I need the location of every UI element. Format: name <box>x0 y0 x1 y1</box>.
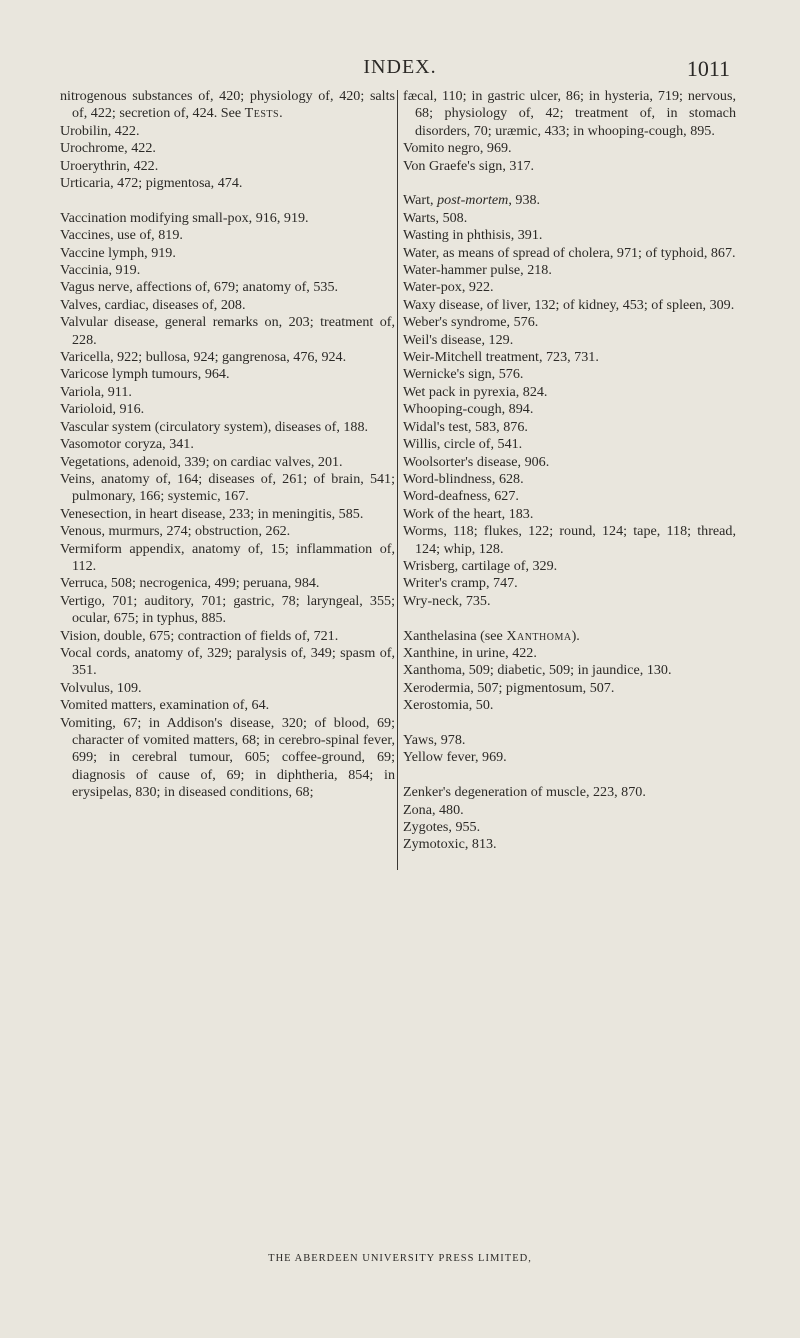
entry-text: Vaccinia, 919. <box>60 262 141 279</box>
index-entry <box>403 384 736 401</box>
entry-text: Venous, murmurs, 274; obstruction, 262. <box>60 523 291 540</box>
entry-text: Valves, cardiac, diseases of, 208. <box>60 296 246 313</box>
index-entry <box>60 436 395 453</box>
entry-text: Urobilin, 422. <box>60 122 140 139</box>
entry-text: nitrogenous substances of, 420; physiology of, 420; salts of, 422; secretion of, 424. See <box>60 88 395 122</box>
cross-reference: Tests <box>244 105 280 122</box>
index-entry <box>403 88 736 140</box>
entry-text: Water-hammer pulse, 218. <box>403 262 552 279</box>
entry-text: Woolsorter's disease, 906. <box>403 453 550 470</box>
index-entry <box>403 471 736 488</box>
entry-text: Willis, circle of, 541. <box>403 436 523 453</box>
entry-text: Vagus nerve, affections of, 679; anatomy of, 535. <box>60 279 339 296</box>
index-entry <box>403 401 736 418</box>
index-entry <box>403 436 736 453</box>
section-gap <box>403 715 736 732</box>
index-entry <box>60 210 395 227</box>
entry-text: Zygotes, 955. <box>403 819 481 835</box>
index-entry <box>403 593 736 610</box>
index-entry <box>403 802 736 819</box>
entry-text: Vision, double, 675; contraction of fields of, 721. <box>60 627 339 644</box>
index-entry <box>60 279 395 296</box>
index-entry <box>60 593 395 628</box>
index-entry <box>403 784 736 801</box>
entry-text: Vomited matters, examination of, 64. <box>60 697 270 714</box>
index-entry <box>60 697 395 714</box>
section-gap <box>403 767 736 784</box>
entry-text: Whooping-cough, 894. <box>403 401 534 418</box>
index-entry <box>403 836 736 853</box>
entry-text: Warts, 508. <box>403 209 468 226</box>
running-header <box>60 56 740 84</box>
index-entry <box>403 227 736 244</box>
index-entry <box>403 454 736 471</box>
index-entry <box>60 628 395 645</box>
index-entry <box>403 349 736 366</box>
entry-text: Writer's cramp, 747. <box>403 575 518 592</box>
index-entry <box>403 488 736 505</box>
index-entry <box>403 749 736 766</box>
entry-text: Vermiform appendix, anatomy of, 15; inflammation of, 112. <box>60 540 395 574</box>
index-entry <box>60 384 395 401</box>
entry-text: Water-pox, 922. <box>403 279 494 296</box>
index-entry <box>403 732 736 749</box>
index-entry <box>60 123 395 140</box>
entry-text: Wet pack in pyrexia, 824. <box>403 383 548 400</box>
index-entry <box>403 262 736 279</box>
entry-text: Water, as means of spread of cholera, 971; of typhoid, 867. <box>403 244 736 261</box>
italic-term: post-mortem <box>437 192 509 209</box>
index-entry <box>60 349 395 366</box>
entry-text: Verruca, 508; necrogenica, 499; peruana, 984. <box>60 575 320 592</box>
entry-text: Vocal cords, anatomy of, 329; paralysis of, 349; spasm of, 351. <box>60 644 395 679</box>
entry-text: Xerostomia, 50. <box>403 697 494 714</box>
entry-text: Wasting in phthisis, 391. <box>403 227 543 244</box>
index-entry <box>403 697 736 714</box>
entry-text: Valvular disease, general remarks on, 203; treatment of, 228. <box>60 314 395 348</box>
entry-text: Zenker's degeneration of muscle, 223, 870. <box>403 784 646 801</box>
entry-text: Xanthelasina (see <box>403 627 507 644</box>
entry-text: Wart, <box>403 192 438 209</box>
index-entry <box>60 419 395 436</box>
entry-text: Varicose lymph tumours, 964. <box>60 366 230 383</box>
index-entry <box>403 297 736 314</box>
index-entry <box>403 558 736 575</box>
index-entry <box>60 454 395 471</box>
entry-text: Vertigo, 701; auditory, 701; gastric, 78; laryngeal, 355; ocular, 675; in typhus, 885. <box>60 592 395 627</box>
entry-text: Vomiting, 67; in Addison's disease, 320; of blood, 69; character of vomited matters, 68; in cerebro-spinal fever, 699; in cerebral tumour, 605; coffee-ground, 69; diagnosis of cause of, 69; in diphtheria, 854; in erysipelas, 830; in diseased conditions, 68; <box>60 714 395 801</box>
entry-text: Volvulus, 109. <box>60 679 142 696</box>
entry-text: Vegetations, adenoid, 339; on cardiac valves, 201. <box>60 453 343 470</box>
index-entry <box>60 297 395 314</box>
index-entry <box>60 506 395 523</box>
index-entry <box>403 158 736 175</box>
index-entry <box>60 88 395 123</box>
entry-text: Worms, 118; flukes, 122; round, 124; tape, 118; thread, 124; whip, 128. <box>403 523 736 557</box>
entry-text: Variola, 911. <box>60 383 132 400</box>
index-entry <box>403 662 736 679</box>
entry-tail: . <box>279 105 283 122</box>
index-entry <box>403 645 736 662</box>
index-entry <box>403 140 736 157</box>
entry-text: Weir-Mitchell treatment, 723, 731. <box>403 349 599 366</box>
entry-text: Yellow fever, 969. <box>403 749 507 766</box>
entry-text: Vascular system (circulatory system), diseases of, 188. <box>60 418 369 435</box>
index-entry <box>60 523 395 540</box>
entry-text: Weber's syndrome, 576. <box>403 314 539 331</box>
index-entry <box>60 140 395 157</box>
index-entry <box>403 680 736 697</box>
entry-text: Yaws, 978. <box>403 731 466 748</box>
entry-text: Wernicke's sign, 576. <box>403 366 524 383</box>
index-entry <box>403 245 736 262</box>
section-gap <box>403 175 736 192</box>
index-entry <box>60 680 395 697</box>
entry-text: Von Graefe's sign, 317. <box>403 157 535 174</box>
index-entry <box>403 506 736 523</box>
index-column-right <box>403 88 736 854</box>
cross-reference: Xanthoma <box>506 627 572 644</box>
index-entry <box>403 575 736 592</box>
entry-text: Zymotoxic, 813. <box>403 836 497 853</box>
index-entry <box>403 366 736 383</box>
entry-text: Urticaria, 472; pigmentosa, 474. <box>60 175 243 192</box>
entry-text: Word-blindness, 628. <box>403 470 524 487</box>
index-entry <box>403 279 736 296</box>
index-entry <box>60 471 395 506</box>
entry-text: Widal's test, 583, 876. <box>403 418 528 435</box>
index-entry <box>403 628 736 645</box>
entry-text: Vaccine lymph, 919. <box>60 244 176 261</box>
column-divider <box>397 90 398 870</box>
index-entry <box>403 332 736 349</box>
index-entry <box>60 227 395 244</box>
entry-text: Veins, anatomy of, 164; diseases of, 261; of brain, 541; pulmonary, 166; systemic, 167. <box>60 470 395 505</box>
index-entry <box>403 419 736 436</box>
header-title: INDEX. <box>363 56 437 78</box>
index-entry <box>403 210 736 227</box>
entry-text: Vasomotor coryza, 341. <box>60 436 194 453</box>
entry-text: Vaccination modifying small-pox, 916, 919. <box>60 209 309 226</box>
index-entry <box>403 819 736 836</box>
index-entry <box>60 401 395 418</box>
entry-text: Vaccines, use of, 819. <box>60 227 183 244</box>
entry-text: Urochrome, 422. <box>60 140 156 157</box>
index-entry <box>60 366 395 383</box>
printer-imprint: THE ABERDEEN UNIVERSITY PRESS LIMITED, <box>268 1253 532 1264</box>
index-entry <box>60 715 395 802</box>
entry-text: Work of the heart, 183. <box>403 505 534 522</box>
index-entry <box>60 262 395 279</box>
entry-text: Xanthine, in urine, 422. <box>403 644 537 661</box>
page-number: 1011 <box>686 56 730 81</box>
entry-tail: , 938. <box>508 192 541 209</box>
index-column-left <box>60 88 395 802</box>
index-entry <box>403 314 736 331</box>
entry-text: fæcal, 110; in gastric ulcer, 86; in hysteria, 719; nervous, 68; physiology of, 42; treatment of, in stomach disorders, 70; uræmic, 433; in whooping-cough, 895. <box>403 88 736 139</box>
entry-text: Uroerythrin, 422. <box>60 157 159 174</box>
section-gap <box>60 192 395 209</box>
entry-text: Word-deafness, 627. <box>403 488 519 505</box>
index-entry <box>403 523 736 558</box>
entry-text: Vomito negro, 969. <box>403 140 512 157</box>
section-gap <box>403 610 736 627</box>
index-entry <box>60 645 395 680</box>
entry-text: Weil's disease, 129. <box>403 331 514 348</box>
index-entry <box>60 175 395 192</box>
entry-text: Xanthoma, 509; diabetic, 509; in jaundice, 130. <box>403 662 672 679</box>
entry-text: Waxy disease, of liver, 132; of kidney, 453; of spleen, 309. <box>403 296 735 313</box>
index-entry <box>60 541 395 576</box>
entry-text: Wrisberg, cartilage of, 329. <box>403 557 558 574</box>
index-entry <box>403 192 736 209</box>
entry-text: Xerodermia, 507; pigmentosum, 507. <box>403 679 615 696</box>
index-entry <box>60 245 395 262</box>
index-entry <box>60 158 395 175</box>
entry-text: Zona, 480. <box>403 801 464 818</box>
entry-tail: ). <box>571 627 580 644</box>
entry-text: Venesection, in heart disease, 233; in meningitis, 585. <box>60 505 364 522</box>
entry-text: Varicella, 922; bullosa, 924; gangrenosa, 476, 924. <box>60 349 347 366</box>
entry-text: Wry-neck, 735. <box>403 592 491 609</box>
entry-text: Varioloid, 916. <box>60 401 145 418</box>
index-entry <box>60 314 395 349</box>
index-entry <box>60 575 395 592</box>
